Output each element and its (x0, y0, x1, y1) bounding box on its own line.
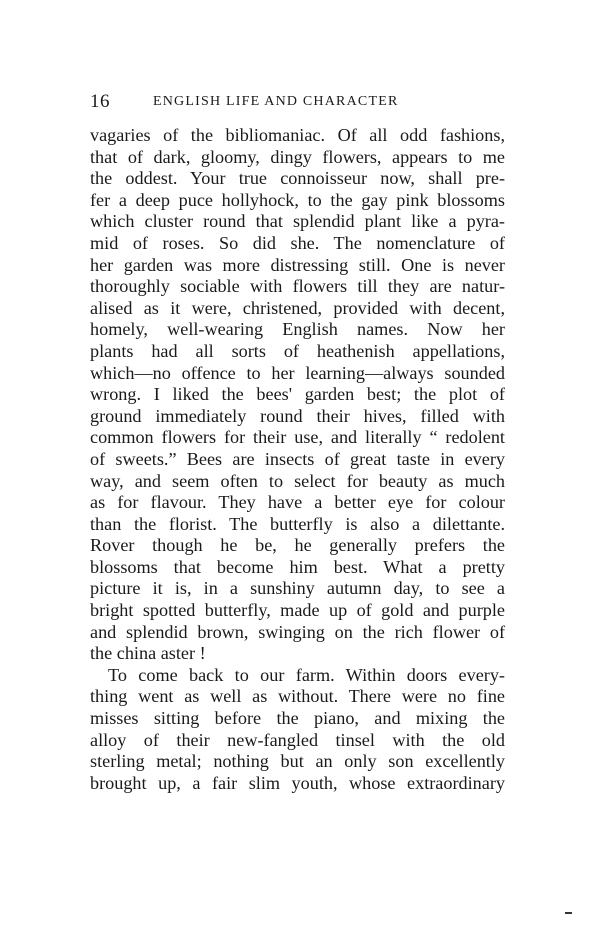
text-line: brought up, a fair slim youth, whose extraordinary (90, 772, 505, 793)
page-header (90, 91, 510, 113)
text-line: than the florist. The butterfly is also a dilettante. (90, 513, 505, 534)
text-line: which cluster round that splendid plant like a pyra- (90, 211, 505, 232)
text-line: Rover though he be, he generally prefers the (90, 535, 505, 556)
text-line: blossoms that become him best. What a pretty (90, 556, 505, 577)
text-line: bright spotted butterfly, made up of gold and purple (90, 600, 505, 621)
text-line: plants had all sorts of heathenish appellations, (90, 340, 505, 361)
text-line: common flowers for their use, and literally “ redolent (90, 427, 505, 448)
text-line: vagaries of the bibliomaniac. Of all odd fashions, (90, 125, 505, 145)
body-text (90, 125, 505, 794)
text-line: her garden was more distressing still. One is never (90, 254, 505, 275)
text-line: way, and seem often to select for beauty as much (90, 470, 505, 491)
text-line: mid of roses. So did she. The nomenclature of (90, 232, 505, 253)
page-corner-mark (565, 912, 572, 914)
text-line: as for flavour. They have a better eye for colour (90, 492, 505, 513)
text-line: homely, well-wearing English names. Now her (90, 319, 505, 340)
text-line: ground immediately round their hives, filled with (90, 405, 505, 426)
text-line: which—no offence to her learning—always sounded (90, 362, 505, 383)
text-line: the china aster ! (90, 643, 206, 664)
page-number: 16 (90, 91, 110, 112)
text-line: thoroughly sociable with flowers till they are natur- (90, 276, 505, 297)
paragraph (90, 665, 505, 795)
text-line: thing went as well as without. There were no fine (90, 686, 505, 707)
text-line: fer a deep puce hollyhock, to the gay pink blossoms (90, 189, 505, 210)
running-head: ENGLISH LIFE AND CHARACTER (153, 94, 399, 109)
text-line: that of dark, gloomy, dingy flowers, appears to me (90, 146, 505, 167)
text-line: wrong. I liked the bees' garden best; the plot of (90, 384, 505, 405)
text-line: the oddest. Your true connoisseur now, shall pre- (90, 168, 505, 189)
text-line: To come back to our farm. Within doors every- (108, 664, 505, 685)
text-line: sterling metal; nothing but an only son excellently (90, 751, 505, 772)
text-line: of sweets.” Bees are insects of great taste in every (90, 448, 505, 469)
text-line: alised as it were, christened, provided with decent, (90, 297, 505, 318)
text-line: alloy of their new-fangled tinsel with the old (90, 729, 505, 750)
paragraph (90, 125, 505, 665)
text-line: picture it is, in a sunshiny autumn day, to see a (90, 578, 505, 599)
text-line: and splendid brown, swinging on the rich flower of (90, 621, 505, 642)
text-line: misses sitting before the piano, and mixing the (90, 708, 505, 729)
